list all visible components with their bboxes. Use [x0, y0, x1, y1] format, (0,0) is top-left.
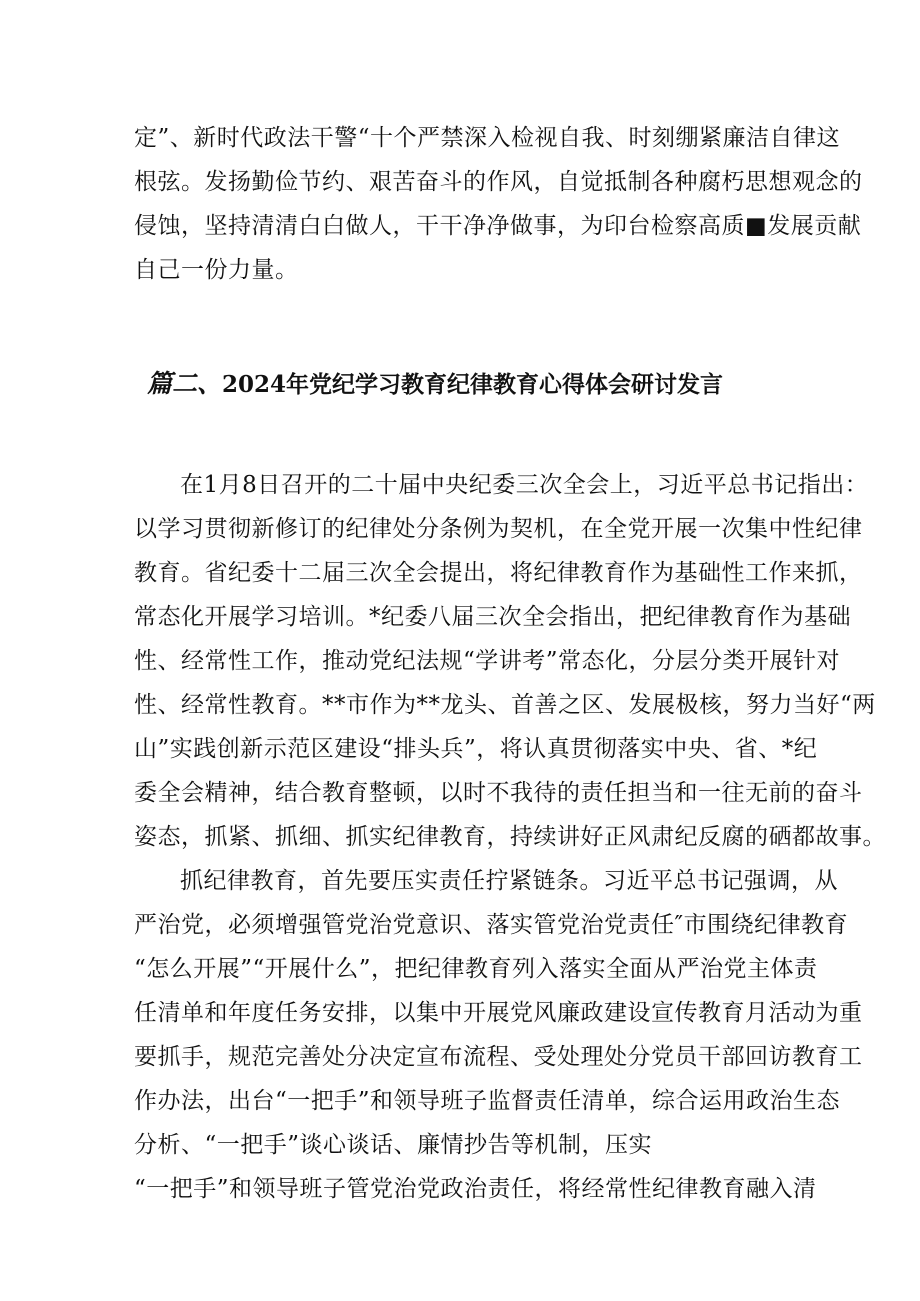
text-line: 常态化开展学习培训。*纪委八届三次全会指出，把纪律教育作为基础 [134, 604, 851, 630]
heading-title: 2024年党纪学习教育纪律教育心得体会研讨发言 [222, 371, 724, 398]
text-line: 定”、新时代政法干警“十个严禁深入检视自我、时刻绷紧廉洁自律这 [134, 125, 841, 151]
text-line: “怎么开展”“开展什么”，把纪律教育列入落实全面从严治党主体责 [134, 956, 818, 982]
text-line: 姿态，抓紧、抓细、抓实纪律教育，持续讲好正风肃纪反腐的硒都故事。 [134, 824, 886, 850]
text-line: 以学习贯彻新修订的纪律处分条例为契机，在全党开展一次集中性纪律 [134, 516, 863, 542]
heading-prefix: 篇二、 [147, 369, 223, 398]
text-line: 抓纪律教育，首先要压实责任拧紧链条。习近平总书记强调，从 [180, 868, 838, 894]
text-line: 分析、“一把手”谈心谈话、廉情抄告等机制，压实 [134, 1132, 653, 1158]
text-line: “一把手”和领导班子管党治党政治责任，将经常性纪律教育融入清 [134, 1176, 817, 1202]
text-line: 山”实践创新示范区建设“排头兵”，将认真贯彻落实中央、省、*纪 [134, 736, 818, 762]
text-line: 根弦。发扬勤俭节约、艰苦奋斗的作风，自觉抵制各种腐朽思想观念的 [134, 169, 863, 195]
text-line: 任清单和年度任务安排，以集中开展党风廉政建设宣传教育月活动为重 [134, 1000, 863, 1026]
text-line: 严治党，必须增强管党治党意识、落实管党治党责任″市围绕纪律教育 [134, 912, 849, 938]
text-line: 性、经常性教育。**市作为**龙头、首善之区、发展极核，努力当好“两 [134, 692, 876, 718]
text-line: 侵蚀，坚持清清白白做人，干干净净做事，为印台检察高质■发展贡献 [134, 213, 862, 239]
text-line: 在1月8日召开的二十届中央纪委三次全会上，习近平总书记指出： [180, 472, 869, 498]
text-line: 教育。省纪委十二届三次全会提出，将纪律教育作为基础性工作来抓， [134, 560, 863, 586]
text-line: 自己一份力量。 [134, 257, 299, 283]
section-heading [147, 366, 723, 403]
text-line: 性、经常性工作，推动党纪法规“学讲考”常态化，分层分类开展针对 [134, 648, 841, 674]
text-line: 要抓手，规范完善处分决定宣布流程、受处理处分党员干部回访教育工 [134, 1044, 863, 1070]
text-line: 作办法，出台“一把手”和领导班子监督责任清单，综合运用政治生态 [134, 1088, 841, 1114]
text-line: 委全会精神，结合教育整顿，以时不我待的责任担当和一往无前的奋斗 [134, 780, 863, 806]
